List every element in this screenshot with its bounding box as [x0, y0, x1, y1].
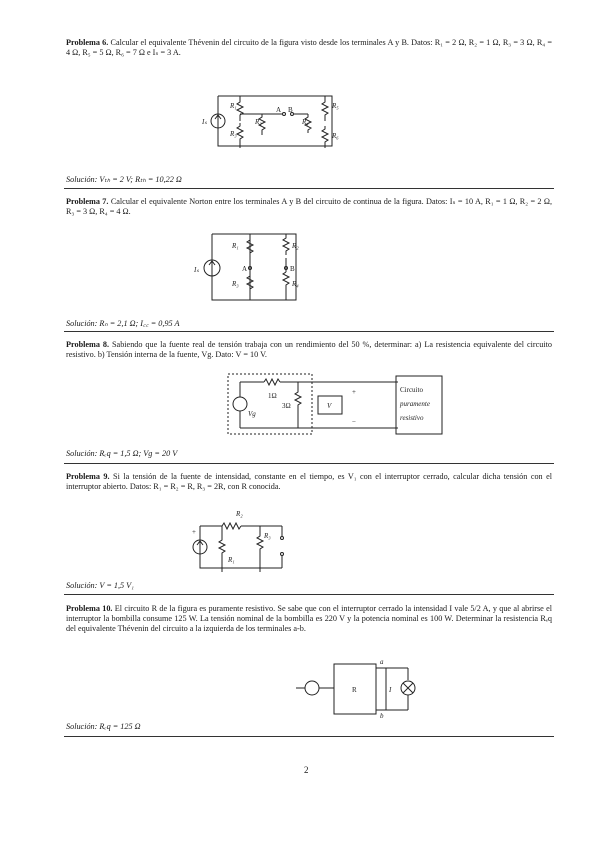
problem-10-solution: Solución: Rₑq = 125 Ω [66, 722, 141, 731]
divider [64, 463, 554, 464]
problem-10-statement [66, 604, 552, 634]
label-r1: R₁ [228, 556, 235, 564]
label-minus: − [352, 418, 356, 426]
label-is: Iₛ [194, 266, 199, 274]
label-r: R [352, 686, 357, 694]
problem-8 [66, 340, 552, 360]
problem-7-heading: Problema 7. [66, 197, 109, 206]
problem-7-circuit [186, 228, 326, 308]
problem-9-statement [66, 472, 552, 492]
resistor-icon [322, 126, 328, 148]
divider [64, 594, 554, 595]
problem-9 [66, 472, 552, 492]
label-r2: R₂ [236, 510, 243, 518]
problem-10-text: El circuito R de la figura es puramente resistivo. Se sabe que con el interruptor cerrado la intensidad I vale 5/2 A, y que al abrirse el interruptor la bombilla consume 125 W. La tensión nominal de la bombilla es 220 V y la potencia nominal es 100 W. Determinar la resistencia Rₑq del equivalente Thévenin del circuito a la izquierda de los terminales a-b. [66, 604, 553, 633]
label-b: B [288, 106, 293, 114]
problem-8-solution: Solución: Rₑq = 1,5 Ω; Vg = 20 V [66, 449, 178, 458]
label-r3: R₃ [232, 280, 239, 288]
resistor-icon [295, 382, 301, 428]
problem-7-solution: Solución: Rₙ = 2,1 Ω; I꜀꜀ = 0,95 A [66, 319, 180, 328]
problem-9-heading: Problema 9. [66, 472, 110, 481]
problem-10-heading: Problema 10. [66, 604, 113, 613]
label-is: Iₛ [202, 118, 207, 126]
resistor-icon [237, 123, 243, 148]
label-resistivo: resistivo [400, 414, 424, 422]
label-r1: R₁ [232, 242, 239, 250]
label-puramente: puramente [400, 400, 430, 408]
label-r4: R₄ [292, 280, 299, 288]
label-a: A [276, 106, 282, 114]
problem-8-heading: Problema 8. [66, 340, 110, 349]
label-i: I [389, 686, 392, 694]
label-plus: + [352, 388, 356, 396]
resistor-icon [264, 379, 280, 385]
divider [64, 331, 554, 332]
label-3ohm: 3Ω [282, 402, 291, 410]
divider [64, 736, 554, 737]
label-r3: R₃ [264, 532, 271, 540]
label-r1: R₁ [230, 102, 237, 110]
problem-6-heading: Problema 6. [66, 38, 109, 47]
resistor-icon [219, 526, 225, 572]
problem-9-solution: Solución: V = 1,5 V₁ [66, 581, 135, 590]
problem-8-circuit [226, 372, 430, 438]
problem-6-text: Calcular el equivalente Thévenin del circuito de la figura visto desde los terminales A y B. Datos: R₁ = 2 Ω, R₂ = 1 Ω, R₃ = 3 Ω, R₄ = 4 Ω, R₅ = 5 Ω, R₆ = 7 Ω e Iₛ = 3 A. [66, 38, 552, 57]
label-r2: R₂ [255, 118, 262, 126]
problem-8-text: Sabiendo que la fuente real de tensión trabaja con un rendimiento del 50 %, determinar: a) La resistencia equivalente del circuito resistivo. b) Tensión interna de la fuente, Vg. Dato: V = 10 V. [66, 340, 552, 359]
page-number: 2 [304, 765, 309, 775]
label-b: B [290, 265, 295, 273]
resistor-icon [237, 96, 243, 121]
label-r3: R₃ [230, 130, 237, 138]
problem-8-statement [66, 340, 552, 360]
voltage-source-icon [233, 397, 247, 411]
problem-6-statement [66, 38, 552, 58]
label-r6: R₆ [332, 132, 339, 140]
problem-6 [66, 38, 552, 58]
problem-10 [66, 604, 552, 634]
label-circuito: Circuito [400, 386, 423, 394]
label-a: a [380, 658, 384, 666]
problem-6-circuit [200, 86, 350, 156]
label-r2: R₂ [292, 242, 299, 250]
label-r5: R₅ [332, 102, 339, 110]
label-v: V [327, 402, 332, 410]
problem-9-text: Si la tensión de la fuente de intensidad, constante en el tiempo, es V₁ con el interruptor cerrado, calcular dicha tensión con el interruptor abierto. Datos: R₁ = R₂ = R, R₃ = 2R, con R conocida. [66, 472, 552, 491]
label-a: A [242, 265, 248, 273]
resistor-icon [322, 96, 328, 121]
label-1ohm: 1Ω [268, 392, 277, 400]
label-b: b [380, 712, 384, 720]
problem-9-circuit [182, 502, 312, 576]
label-vg: Vg [248, 410, 256, 418]
problem-6-solution: Solución: Vₜₕ = 2 V; Rₜₕ = 10,22 Ω [66, 175, 182, 184]
problem-7 [66, 197, 552, 217]
problem-7-statement [66, 197, 552, 217]
divider [64, 188, 554, 189]
problem-7-text: Calcular el equivalente Norton entre los terminales A y B del circuito de continua de la figura. Datos: Iₛ = 10 A, R₁ = 1 Ω, R₂ = 2 Ω, R₃ = 3 Ω, R₄ = 4 Ω. [66, 197, 552, 216]
resistor-icon [222, 523, 241, 529]
problem-10-circuit [290, 656, 440, 720]
voltage-source-icon [305, 681, 319, 695]
resistor-icon [257, 526, 263, 572]
label-plus: + [192, 528, 196, 536]
label-r4: R₄ [302, 118, 309, 126]
